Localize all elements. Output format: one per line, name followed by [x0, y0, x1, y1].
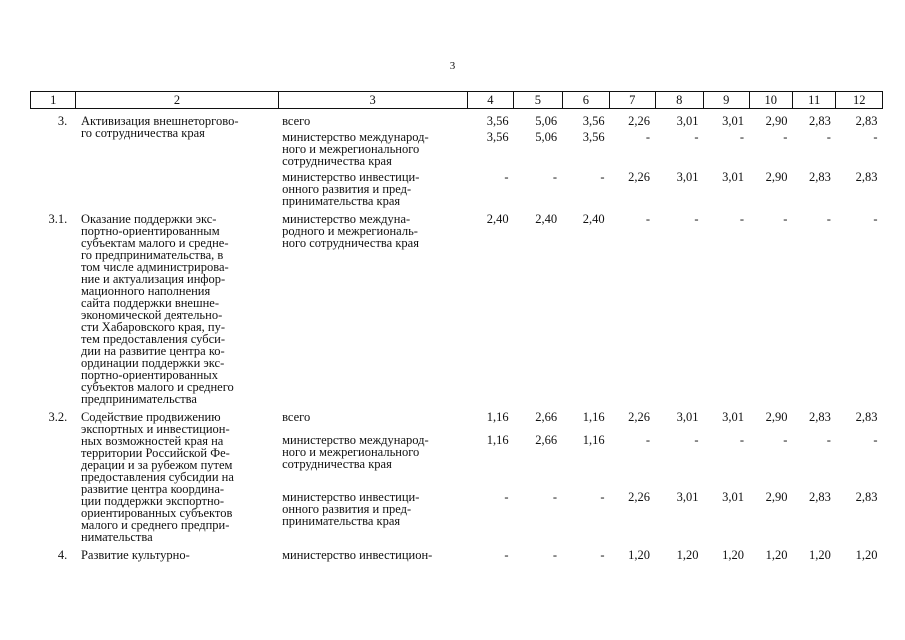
executor: министерство международ- ного и межрегионального сотрудничества края — [282, 433, 429, 472]
value-cell: 2,83 — [855, 114, 878, 128]
value-cell: 2,26 — [628, 489, 651, 504]
value-cell: - — [783, 130, 788, 144]
value-cell: 2,90 — [765, 489, 788, 504]
column-header: 11 — [792, 92, 835, 109]
value-cell: - — [739, 433, 744, 448]
row-number — [31, 207, 76, 405]
value-cell: 3,56 — [486, 130, 509, 144]
row-number-text: 3. — [57, 114, 68, 128]
executor: всего — [282, 114, 311, 128]
value-cell: - — [600, 170, 605, 184]
budget-table — [30, 91, 883, 561]
row-number-text: 3.1. — [48, 212, 68, 226]
value-cell: - — [873, 130, 878, 144]
value-cell: 3,56 — [582, 130, 605, 144]
value-cell: 3,01 — [676, 114, 699, 128]
value-cell: 5,06 — [535, 130, 558, 144]
table-body — [31, 109, 883, 562]
table-row — [31, 543, 883, 561]
value-cell: - — [504, 489, 509, 504]
measure-name: Оказание поддержки экс- портно-ориентированным субъектам малого и средне- го предпринимательства, в том числе администрирова- ние и актуализация инфор- мационного наполнения сайта поддержки внешне- экономической деятельно- сти Хабаровского края, пу- тем предоставления субси- дии на развитие центра ко- ординации поддержки экс- портно-ориентированных субъектов малого и среднего предпринимательства — [80, 212, 234, 406]
executor: министерство международ- ного и межрегионального сотрудничества края — [282, 130, 429, 168]
page-number: 3 — [449, 60, 456, 72]
value-cell: 2,83 — [855, 489, 878, 504]
column-header: 1 — [31, 92, 76, 109]
value-cell: 3,01 — [722, 114, 744, 128]
value-cell: 3,01 — [722, 489, 744, 504]
value-cell: 1,20 — [765, 548, 788, 562]
table-row — [31, 109, 883, 128]
value-cell: - — [783, 212, 788, 226]
value-cell: 3,01 — [676, 170, 699, 184]
value-cell: 3,01 — [722, 170, 744, 184]
table-header-row — [31, 92, 883, 109]
column-header: 10 — [749, 92, 792, 109]
value-cell: - — [694, 212, 699, 226]
value-cell: - — [504, 170, 509, 184]
value-cell: 2,83 — [855, 410, 878, 424]
value-cell: - — [826, 212, 831, 226]
value-cell: 3,01 — [722, 410, 744, 424]
value-cell: - — [739, 130, 744, 144]
value-cell: - — [826, 130, 831, 144]
value-cell: 2,83 — [809, 489, 831, 504]
value-cell: 1,16 — [582, 433, 605, 448]
value-cell: 3,56 — [486, 114, 509, 128]
column-header: 3 — [278, 92, 467, 109]
value-cell: 2,90 — [765, 410, 788, 424]
value-cell: 2,83 — [855, 170, 878, 184]
value-cell: 1,20 — [628, 548, 651, 562]
value-cell: 1,20 — [722, 548, 744, 562]
table-row — [31, 405, 883, 430]
value-cell: 2,40 — [582, 212, 605, 226]
value-cell: - — [552, 170, 558, 184]
value-cell: - — [694, 433, 699, 448]
row-number — [31, 543, 76, 561]
value-cell: - — [694, 130, 699, 144]
value-cell: 2,26 — [628, 410, 651, 424]
value-cell: - — [645, 212, 651, 226]
value-cell: 2,40 — [486, 212, 509, 226]
column-header: 4 — [467, 92, 513, 109]
value-cell: 2,90 — [765, 114, 788, 128]
value-cell: 2,26 — [628, 114, 651, 128]
value-cell: - — [873, 433, 878, 448]
value-cell: - — [739, 212, 744, 226]
value-cell: - — [645, 130, 651, 144]
value-cell: 1,16 — [486, 433, 509, 448]
row-number — [31, 109, 76, 208]
value-cell: - — [645, 433, 651, 448]
value-cell: - — [783, 433, 788, 448]
value-cell: - — [873, 212, 878, 226]
value-cell: 1,20 — [676, 548, 699, 562]
column-header: 9 — [704, 92, 749, 109]
value-cell: 2,66 — [535, 433, 558, 448]
value-cell: 2,40 — [535, 212, 558, 226]
value-cell: 2,83 — [809, 410, 831, 424]
value-cell: 5,06 — [535, 114, 558, 128]
value-cell: - — [600, 489, 605, 504]
value-cell: - — [504, 548, 509, 562]
value-cell: - — [600, 548, 605, 562]
value-cell: 1,20 — [855, 548, 878, 562]
row-number — [31, 405, 76, 543]
executor: всего — [282, 410, 311, 424]
executor: министерство междуна- родного и межрегиональ- ного сотрудничества края — [282, 212, 419, 250]
column-header: 6 — [562, 92, 610, 109]
value-cell: - — [826, 433, 831, 448]
value-cell: 2,26 — [628, 170, 651, 184]
value-cell: 2,83 — [809, 170, 831, 184]
measure-name: Развитие культурно- — [80, 548, 190, 562]
measure-name: Содействие продвижению экспортных и инвестицион- ных возможностей края на территории Российской Фе- дерации и за рубежом путем предоставления субсидии на развитие центра координа- ции поддержки экспортно- ориентированных субъектов малого и среднего предпри- нимательства — [80, 410, 234, 544]
row-number-text: 3.2. — [48, 410, 68, 424]
value-cell: 3,56 — [582, 114, 605, 128]
executor: министерство инвестици- онного развития и пред- принимательства края — [282, 489, 420, 528]
value-cell: 1,20 — [809, 548, 831, 562]
executor: министерство инвестици- онного развития и пред- принимательства края — [282, 170, 420, 208]
column-header: 2 — [76, 92, 278, 109]
measure-name: Активизация внешнеторгово- го сотрудничества края — [80, 114, 239, 140]
value-cell: 3,01 — [676, 410, 699, 424]
row-number-text: 4. — [57, 548, 68, 562]
column-header: 7 — [610, 92, 655, 109]
value-cell: 3,01 — [676, 489, 699, 504]
executor: министерство инвестицион- — [282, 548, 433, 562]
value-cell: - — [552, 548, 558, 562]
value-cell: 1,16 — [486, 410, 509, 424]
table-row — [31, 207, 883, 405]
value-cell: - — [552, 489, 558, 504]
column-header: 5 — [514, 92, 563, 109]
value-cell: 2,83 — [809, 114, 831, 128]
value-cell: 2,66 — [535, 410, 558, 424]
column-header: 12 — [836, 92, 883, 109]
value-cell: 1,16 — [582, 410, 605, 424]
value-cell: 2,90 — [765, 170, 788, 184]
column-header: 8 — [655, 92, 704, 109]
